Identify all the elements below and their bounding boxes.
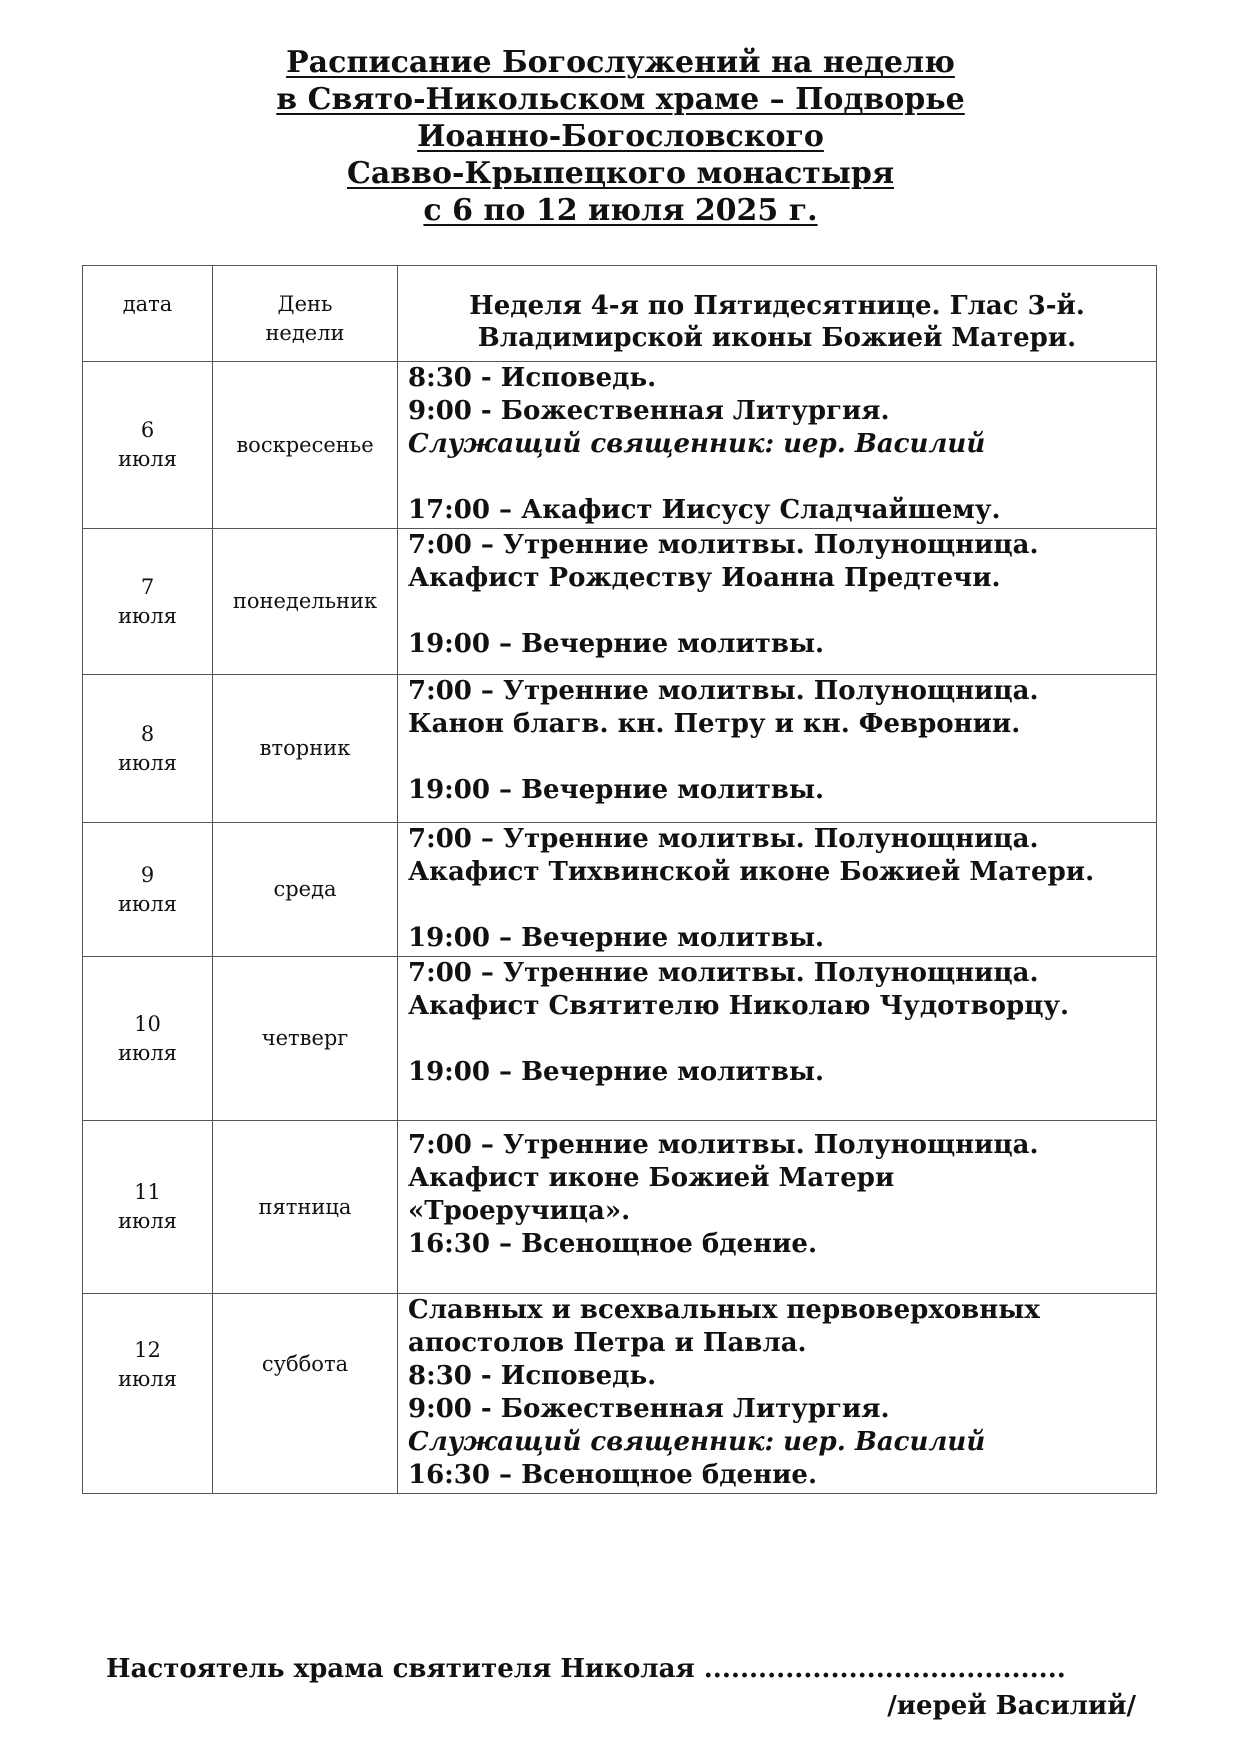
- header-day-line: День: [277, 292, 333, 316]
- services-cell: [398, 1121, 1157, 1294]
- rector-line: Настоятель храма святителя Николая ........................................: [106, 1654, 1066, 1684]
- title-line: Савво-Крыпецкого монастыря: [346, 156, 895, 191]
- date-month: июля: [118, 891, 177, 916]
- date-cell: [83, 823, 213, 957]
- officiant-line: Служащий священник: иер. Василий: [408, 429, 986, 459]
- table-row: [83, 529, 1157, 675]
- service-line: Славных и всехвальных первоверховных: [408, 1295, 1040, 1325]
- services-cell: [398, 823, 1157, 957]
- title-line: в Свято-Никольском храме – Подворье: [276, 82, 965, 117]
- service-line: Акафист Тихвинской иконе Божией Матери.: [408, 857, 1095, 887]
- weekday-cell: [213, 362, 398, 529]
- service-line: 8:30 - Исповедь.: [408, 1361, 657, 1391]
- header-services: [398, 266, 1157, 362]
- header-services-line: Владимирской иконы Божией Матери.: [477, 323, 1077, 353]
- rector-signature: /иерей Василий/: [887, 1691, 1136, 1721]
- services-cell: [398, 957, 1157, 1121]
- date-number: 7: [140, 574, 155, 599]
- table-row: [83, 823, 1157, 957]
- weekday-cell: [213, 675, 398, 823]
- weekday: понедельник: [232, 589, 378, 613]
- header-day-line: недели: [265, 321, 345, 345]
- signature-block: [106, 1651, 1136, 1725]
- weekday-cell: [213, 823, 398, 957]
- service-line: [408, 741, 1156, 774]
- service-line: апостолов Петра и Павла.: [408, 1328, 807, 1358]
- service-line: Акафист иконе Божией Матери: [408, 1163, 895, 1193]
- table-row: [83, 957, 1157, 1121]
- document-title: [0, 44, 1241, 229]
- weekday: среда: [273, 877, 337, 901]
- service-line: 19:00 – Вечерние молитвы.: [408, 775, 825, 805]
- date-month: июля: [118, 447, 177, 471]
- services-cell: [398, 675, 1157, 823]
- services-cell: [398, 1294, 1157, 1494]
- weekday: суббота: [261, 1352, 349, 1376]
- table-row: [83, 675, 1157, 823]
- table-row: [83, 362, 1157, 529]
- title-line: с 6 по 12 июля 2025 г.: [423, 193, 818, 228]
- service-line: Акафист Святителю Николаю Чудотворцу.: [408, 991, 1070, 1021]
- table-row: [83, 1294, 1157, 1494]
- weekday: четверг: [261, 1026, 349, 1050]
- table-row: [83, 1121, 1157, 1294]
- date-cell: [83, 957, 213, 1121]
- service-line: [408, 595, 1156, 628]
- header-day: [213, 266, 398, 362]
- date-cell: [83, 529, 213, 675]
- service-line: 7:00 – Утренние молитвы. Полунощница.: [408, 676, 1039, 706]
- date-month: июля: [118, 1367, 177, 1391]
- weekday-cell: [213, 1121, 398, 1294]
- date-number: 11: [134, 1180, 161, 1204]
- service-line: [408, 461, 1156, 494]
- service-line: 8:30 - Исповедь.: [408, 363, 657, 393]
- title-line: Расписание Богослужений на неделю: [286, 45, 955, 80]
- services-cell: [398, 529, 1157, 675]
- service-line: «Троеручица».: [408, 1196, 631, 1226]
- service-line: 7:00 – Утренние молитвы. Полунощница.: [408, 958, 1039, 988]
- service-line: 7:00 – Утренние молитвы. Полунощница.: [408, 1130, 1039, 1160]
- services-cell: [398, 362, 1157, 529]
- date-month: июля: [118, 1209, 177, 1233]
- weekday: воскресенье: [236, 432, 374, 457]
- service-line: 9:00 - Божественная Литургия.: [408, 1394, 890, 1424]
- date-number: 8: [140, 721, 155, 746]
- service-line: 7:00 – Утренние молитвы. Полунощница.: [408, 530, 1039, 560]
- service-line: [408, 1023, 1156, 1056]
- date-number: 12: [134, 1338, 161, 1362]
- service-line: Канон благв. кн. Петру и кн. Февронии.: [408, 709, 1021, 739]
- service-line: 7:00 – Утренние молитвы. Полунощница.: [408, 824, 1039, 854]
- date-month: июля: [118, 750, 177, 775]
- schedule-table: [82, 265, 1157, 1494]
- service-line: 16:30 – Всенощное бдение.: [408, 1460, 818, 1490]
- date-number: 6: [140, 418, 155, 442]
- date-number: 9: [140, 862, 155, 887]
- service-line: 19:00 – Вечерние молитвы.: [408, 923, 825, 953]
- weekday-cell: [213, 957, 398, 1121]
- weekday: пятница: [258, 1194, 352, 1219]
- service-line: 19:00 – Вечерние молитвы.: [408, 629, 825, 659]
- service-line: 16:30 – Всенощное бдение.: [408, 1229, 818, 1259]
- date-cell: [83, 1121, 213, 1294]
- service-line: 9:00 - Божественная Литургия.: [408, 396, 890, 426]
- service-line: 19:00 – Вечерние молитвы.: [408, 1057, 825, 1087]
- weekday-cell: [213, 1294, 398, 1494]
- table-header-row: [83, 266, 1157, 362]
- service-line: 17:00 – Акафист Иисусу Сладчайшему.: [408, 495, 1001, 525]
- date-cell: [83, 362, 213, 529]
- service-line: Акафист Рождеству Иоанна Предтечи.: [408, 563, 1001, 593]
- officiant-line: Служащий священник: иер. Василий: [408, 1427, 986, 1457]
- header-date-label: дата: [122, 292, 173, 316]
- weekday: вторник: [259, 736, 351, 760]
- title-line: Иоанно-Богословского: [417, 119, 824, 154]
- date-month: июля: [118, 603, 177, 628]
- weekday-cell: [213, 529, 398, 675]
- date-number: 10: [134, 1011, 161, 1036]
- date-month: июля: [118, 1040, 177, 1065]
- service-line: [408, 889, 1156, 922]
- date-cell: [83, 675, 213, 823]
- header-date: [83, 266, 213, 362]
- date-cell: [83, 1294, 213, 1494]
- header-services-line: Неделя 4-я по Пятидесятнице. Глас 3-й.: [469, 291, 1085, 321]
